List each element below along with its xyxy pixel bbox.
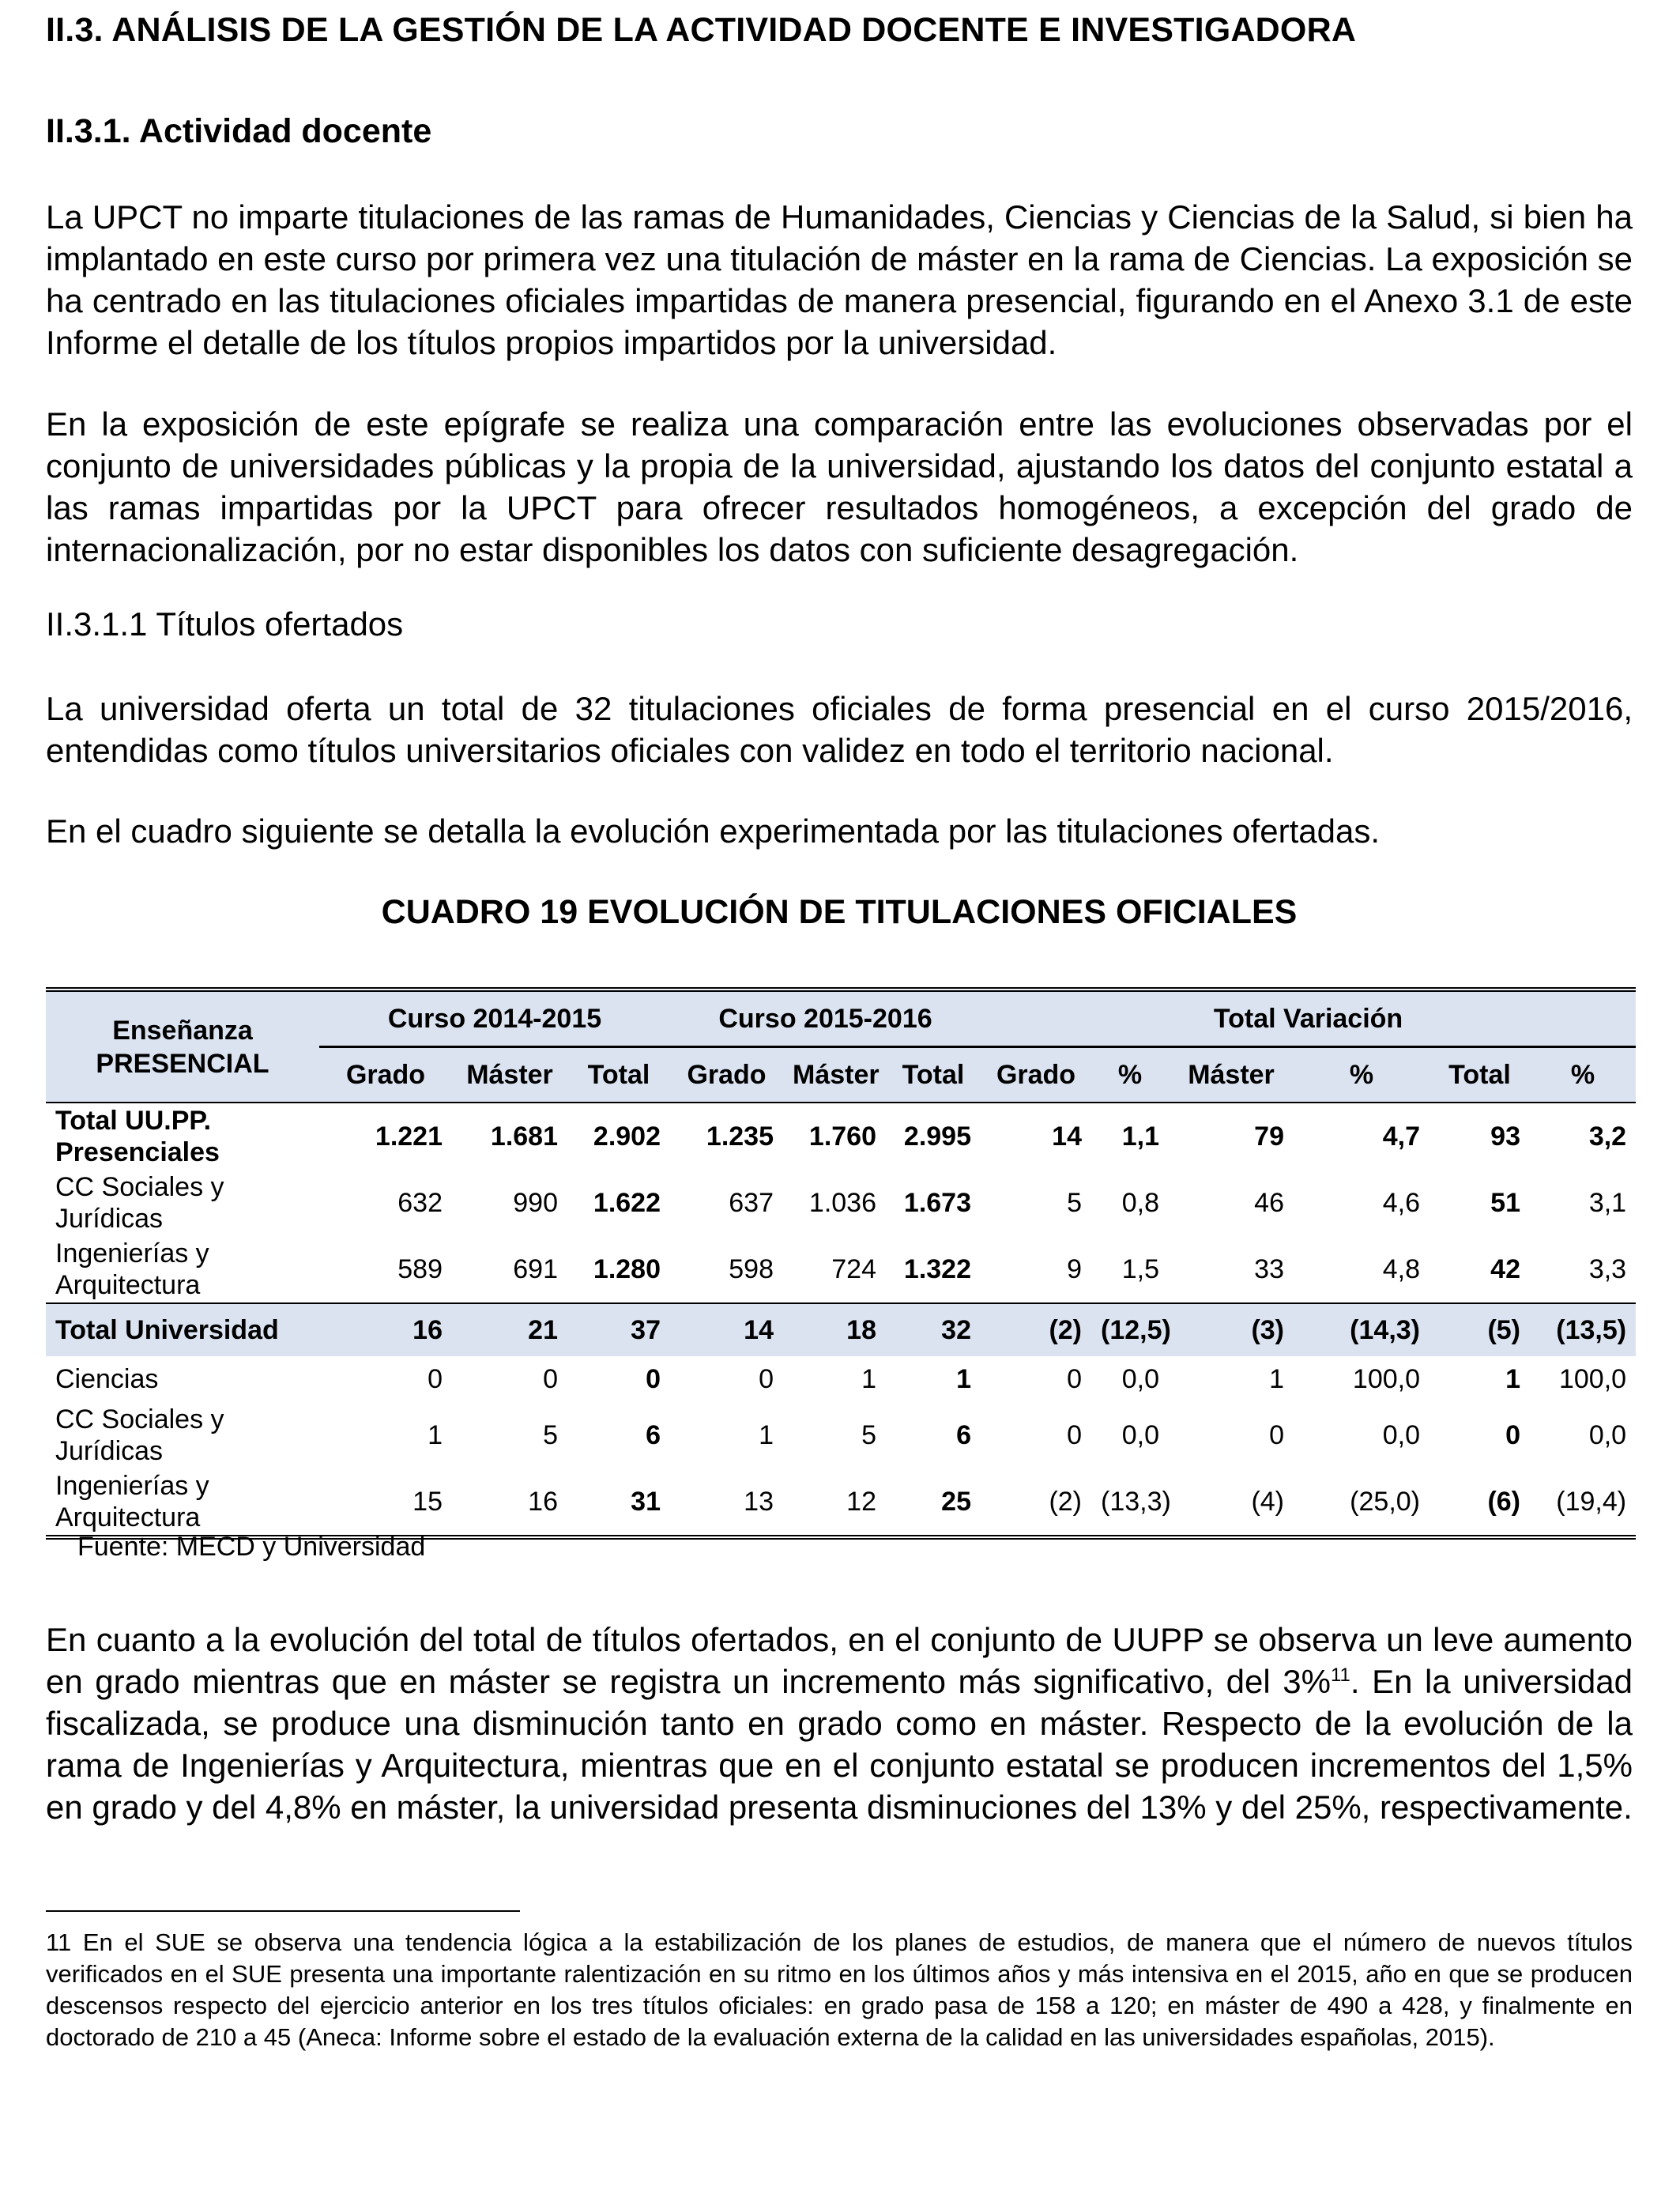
cell: 9 bbox=[1067, 1253, 1082, 1284]
paragraph-analysis bbox=[46, 1619, 1633, 1828]
cell: (2) bbox=[981, 1303, 1091, 1356]
cell: 14 bbox=[670, 1303, 783, 1356]
cell: 6 bbox=[646, 1419, 661, 1450]
table-corner-cell bbox=[46, 990, 319, 1103]
cell: 3,2 bbox=[1530, 1103, 1636, 1170]
column-header: Total bbox=[902, 1059, 965, 1090]
cell: 0 bbox=[1067, 1363, 1082, 1394]
cell: 100,0 bbox=[1352, 1363, 1420, 1394]
cell: (13,3) bbox=[1091, 1468, 1169, 1537]
corner-line-1: Enseñanza bbox=[112, 1015, 253, 1046]
group-header: Curso 2015-2016 bbox=[670, 990, 981, 1047]
cell: 1.036 bbox=[808, 1187, 876, 1218]
cell: 691 bbox=[513, 1253, 558, 1284]
cell: 79 bbox=[1169, 1103, 1294, 1170]
cell: 0 bbox=[428, 1363, 443, 1394]
table-row bbox=[46, 1170, 1636, 1236]
cell: (2) bbox=[981, 1468, 1091, 1537]
cell: 15 bbox=[319, 1468, 452, 1537]
row-label: CC Sociales y Jurídicas bbox=[55, 1172, 224, 1234]
cell: 1.221 bbox=[319, 1103, 452, 1170]
group-header: Total Variación bbox=[981, 990, 1636, 1047]
cell: 31 bbox=[567, 1468, 670, 1537]
cell: 1.235 bbox=[670, 1103, 783, 1170]
row-label: Total Universidad bbox=[46, 1303, 319, 1356]
cell: 598 bbox=[729, 1253, 774, 1284]
cell: 16 bbox=[452, 1468, 567, 1537]
column-header: % bbox=[1349, 1059, 1374, 1090]
analysis-text: En cuanto a la evolución del total de títulos ofertados, en el conjunto de UUPP se observa un leve aumento en grado mientras que en máster se registra un incremento más significativo, del 3% bbox=[46, 1621, 1633, 1700]
cell: 18 bbox=[783, 1303, 886, 1356]
cell: 16 bbox=[319, 1303, 452, 1356]
table-row bbox=[46, 1468, 1636, 1537]
footnote-number: 11 bbox=[46, 1928, 72, 1956]
cell: 0 bbox=[646, 1363, 661, 1394]
section-heading: II.3. ANÁLISIS DE LA GESTIÓN DE LA ACTIVIDAD DOCENTE E INVESTIGADORA bbox=[46, 11, 1357, 49]
cell: 100,0 bbox=[1558, 1363, 1627, 1394]
footnote bbox=[46, 1927, 1633, 2053]
cell: 1 bbox=[1269, 1363, 1284, 1394]
titulaciones-table bbox=[46, 987, 1636, 1540]
cell: 0,0 bbox=[1588, 1419, 1627, 1450]
table-row bbox=[46, 1303, 1636, 1356]
cell: 990 bbox=[513, 1187, 558, 1218]
column-header: Máster bbox=[1188, 1059, 1275, 1090]
cell: 25 bbox=[886, 1468, 981, 1537]
cell: 14 bbox=[981, 1103, 1091, 1170]
paragraph-intro: La UPCT no imparte titulaciones de las ramas de Humanidades, Ciencias y Ciencias de la Salud, si bien ha implantado en este curso por primera vez una titulación de máster en la rama de Ciencias. La exposición se ha centrado en las titulaciones oficiales impartidas de manera presencial, figurando en el Anexo 3.1 de este Informe el detalle de los títulos propios impartidos por la universidad. bbox=[46, 198, 1633, 361]
cell: 1.622 bbox=[593, 1187, 661, 1218]
subsection-heading: II.3.1. Actividad docente bbox=[46, 112, 432, 150]
cell: 5 bbox=[861, 1419, 876, 1450]
cell: 1 bbox=[861, 1363, 876, 1394]
cell: 1 bbox=[428, 1419, 443, 1450]
cell: 632 bbox=[397, 1187, 443, 1218]
footnote-ref[interactable]: 11 bbox=[1330, 1664, 1350, 1686]
cell: (4) bbox=[1169, 1468, 1294, 1537]
table-title: CUADRO 19 EVOLUCIÓN DE TITULACIONES OFICIALES bbox=[381, 893, 1298, 931]
table-source: Fuente: MECD y Universidad bbox=[77, 1532, 426, 1562]
cell: 0,0 bbox=[1121, 1419, 1159, 1450]
column-header: Grado bbox=[345, 1059, 426, 1090]
cell: (3) bbox=[1169, 1303, 1294, 1356]
analysis-text-rest: . En la universidad fiscalizada, se produce una disminución tanto en grado como en máster. Respecto de la evolución de la rama de Ingenierías y Arquitectura, mientras que en el conjunto estatal se producen incrementos del 1,5% en grado y del 4,8% en máster, la universidad presenta disminuciones del 13% y del 25%, respectivamente. bbox=[46, 1663, 1633, 1826]
table-row bbox=[46, 1236, 1636, 1303]
column-header: Grado bbox=[996, 1059, 1076, 1090]
cell: 0 bbox=[759, 1363, 774, 1394]
cell: (14,3) bbox=[1294, 1303, 1430, 1356]
cell: (5) bbox=[1430, 1303, 1530, 1356]
cell: 3,3 bbox=[1588, 1253, 1627, 1284]
column-header: % bbox=[1570, 1059, 1595, 1090]
row-label: Ingenierías y Arquitectura bbox=[55, 1238, 209, 1300]
cell: 32 bbox=[886, 1303, 981, 1356]
paragraph-table-intro: En el cuadro siguiente se detalla la evolución experimentada por las titulaciones ofertadas. bbox=[46, 812, 1381, 850]
table-row bbox=[46, 1356, 1636, 1402]
cell: 1.322 bbox=[903, 1253, 971, 1284]
cell: 0 bbox=[543, 1363, 558, 1394]
cell: 4,8 bbox=[1382, 1253, 1420, 1284]
cell: (12,5) bbox=[1091, 1303, 1169, 1356]
cell: 5 bbox=[1067, 1187, 1082, 1218]
cell: 5 bbox=[543, 1419, 558, 1450]
cell: 0 bbox=[1067, 1419, 1082, 1450]
cell: 1.280 bbox=[593, 1253, 661, 1284]
column-header: % bbox=[1117, 1059, 1143, 1090]
row-label: Total UU.PP. Presenciales bbox=[46, 1103, 319, 1170]
row-label: Ciencias bbox=[55, 1364, 159, 1394]
cell: 93 bbox=[1430, 1103, 1530, 1170]
cell: 1.681 bbox=[452, 1103, 567, 1170]
cell: (19,4) bbox=[1530, 1468, 1636, 1537]
table-row bbox=[46, 1402, 1636, 1468]
cell: 2.995 bbox=[886, 1103, 981, 1170]
cell: 46 bbox=[1254, 1187, 1284, 1218]
cell: (6) bbox=[1430, 1468, 1530, 1537]
cell: 1.760 bbox=[783, 1103, 886, 1170]
cell: 589 bbox=[397, 1253, 443, 1284]
cell: 37 bbox=[567, 1303, 670, 1356]
group-header: Curso 2014-2015 bbox=[319, 990, 670, 1047]
cell: 2.902 bbox=[567, 1103, 670, 1170]
cell: 0,8 bbox=[1121, 1187, 1159, 1218]
cell: 724 bbox=[831, 1253, 876, 1284]
cell: 3,1 bbox=[1588, 1187, 1627, 1218]
cell: 637 bbox=[729, 1187, 774, 1218]
cell: 13 bbox=[670, 1468, 783, 1537]
cell: 33 bbox=[1254, 1253, 1284, 1284]
column-header: Total bbox=[587, 1059, 650, 1090]
row-label: CC Sociales y Jurídicas bbox=[55, 1404, 224, 1466]
cell: 42 bbox=[1490, 1253, 1520, 1284]
column-header: Máster bbox=[466, 1059, 553, 1090]
column-header: Máster bbox=[793, 1059, 880, 1090]
cell: 1 bbox=[1505, 1363, 1520, 1394]
cell: 1,1 bbox=[1091, 1103, 1169, 1170]
cell: (25,0) bbox=[1294, 1468, 1430, 1537]
cell: 1 bbox=[956, 1363, 971, 1394]
table-row bbox=[46, 1103, 1636, 1170]
cell: 0,0 bbox=[1121, 1363, 1159, 1394]
footnote-divider bbox=[46, 1910, 520, 1912]
paragraph-offer: La universidad oferta un total de 32 titulaciones oficiales de forma presencial en el curso 2015/2016, entendidas como títulos universitarios oficiales con validez en todo el territorio nacional. bbox=[46, 690, 1633, 769]
corner-line-2: PRESENCIAL bbox=[96, 1048, 269, 1079]
column-header: Grado bbox=[687, 1059, 767, 1090]
cell: 0 bbox=[1505, 1419, 1520, 1450]
footnote-text: En el SUE se observa una tendencia lógica a la estabilización de los planes de estudios, de manera que el número de nuevos títulos verificados en el SUE presenta una importante ralentización en su ritmo en los últimos años y más intensiva en el 2015, año en que se producen descensos respecto del ejercicio anterior en los tres títulos oficiales: en grado pasa de 158 a 120; en máster de 490 a 428, y finalmente en doctorado de 210 a 45 (Aneca: Informe sobre el estado de la evaluación externa de la calidad en las universidades españolas, 2015). bbox=[46, 1928, 1633, 2051]
cell: 0,0 bbox=[1382, 1419, 1420, 1450]
cell: 4,7 bbox=[1294, 1103, 1430, 1170]
cell: (13,5) bbox=[1530, 1303, 1636, 1356]
cell: 51 bbox=[1490, 1187, 1520, 1218]
column-header: Total bbox=[1448, 1059, 1511, 1090]
cell: 21 bbox=[452, 1303, 567, 1356]
cell: 1 bbox=[759, 1419, 774, 1450]
paragraph-comparison: En la exposición de este epígrafe se realiza una comparación entre las evoluciones observadas por el conjunto de universidades públicas y la propia de la universidad, ajustando los datos del conjunto estatal a las ramas impartidas por la UPCT para ofrecer resultados homogéneos, a excepción del grado de internacionalización, por no estar disponibles los datos con suficiente desagregación. bbox=[46, 405, 1633, 568]
cell: 6 bbox=[956, 1419, 971, 1450]
cell: 1.673 bbox=[903, 1187, 971, 1218]
row-label: Ingenierías y Arquitectura bbox=[46, 1468, 319, 1537]
subsubsection-heading: II.3.1.1 Títulos ofertados bbox=[46, 605, 404, 643]
cell: 0 bbox=[1269, 1419, 1284, 1450]
cell: 1,5 bbox=[1121, 1253, 1159, 1284]
cell: 12 bbox=[783, 1468, 886, 1537]
table-header-group-row bbox=[46, 990, 1636, 1047]
cell: 4,6 bbox=[1382, 1187, 1420, 1218]
